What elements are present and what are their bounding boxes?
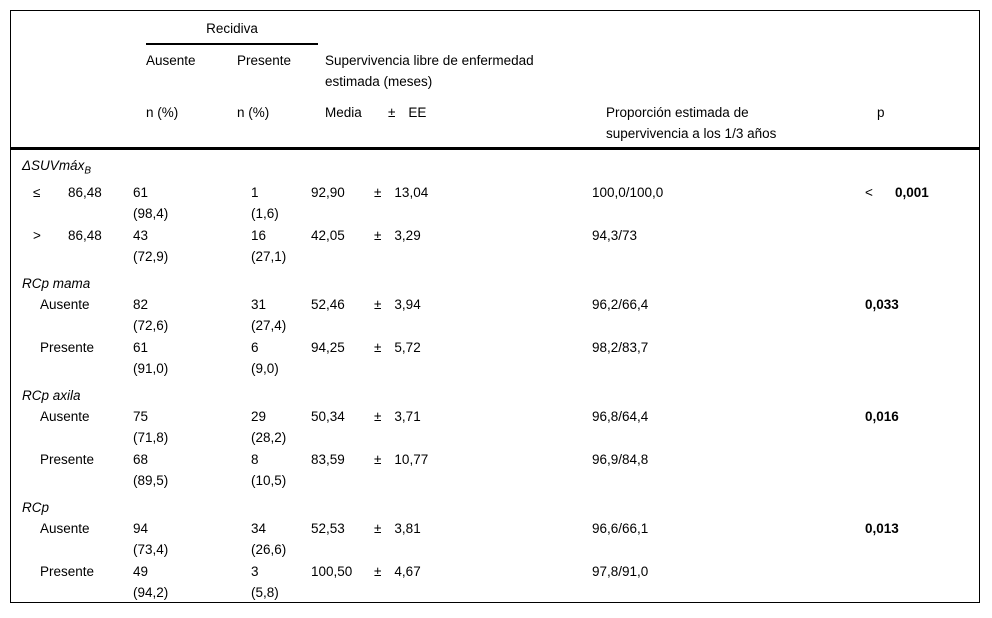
n-ausente-cell: 68 (89,5) <box>133 451 169 488</box>
plus-minus-symbol: ± <box>374 563 382 579</box>
row-label: Ausente <box>40 520 90 536</box>
n-presente-cell: 6 (9,0) <box>251 339 279 376</box>
n-presente-cell: 8 (10,5) <box>251 451 287 488</box>
row-label: Presente <box>40 339 95 355</box>
section-label-rcp-mama: RCp mama <box>22 275 91 291</box>
column-header-ausente: Ausente <box>146 53 196 68</box>
table-row <box>0 518 992 561</box>
table-row <box>0 294 992 337</box>
n-ausente-cell: 61 (98,4) <box>133 184 169 221</box>
column-header-presente: Presente <box>237 53 292 68</box>
proporcion-cell: 96,6/66,1 <box>592 520 649 536</box>
less-than-sign: < <box>865 184 873 200</box>
table-row <box>0 337 992 380</box>
p-value-cell: 0,016 <box>865 408 899 424</box>
proporcion-cell: 96,2/66,4 <box>592 296 649 312</box>
table-row <box>0 406 992 449</box>
row-label: Presente <box>40 563 95 579</box>
media-ee-cell: 50,34 ± 3,71 <box>311 408 421 424</box>
plus-minus-symbol: ± <box>374 296 382 312</box>
proporcion-cell: 96,8/64,4 <box>592 408 649 424</box>
p-value-cell: 0,013 <box>865 520 899 536</box>
n-ausente-cell: 82 (72,6) <box>133 296 169 333</box>
n-presente-cell: 29 (28,2) <box>251 408 287 445</box>
n-presente-cell: 3 (5,8) <box>251 563 279 600</box>
proporcion-cell: 98,2/83,7 <box>592 339 649 355</box>
media-ee-cell: 52,53 ± 3,81 <box>311 520 421 536</box>
n-ausente-cell: 75 (71,8) <box>133 408 169 445</box>
p-value-cell: < 0,001 <box>865 182 929 225</box>
plus-minus-symbol: ± <box>374 520 382 536</box>
n-ausente-cell: 49 (94,2) <box>133 563 169 600</box>
section-label-rcp-axila: RCp axila <box>22 387 81 403</box>
column-header-n-pct-presente: n (%) <box>237 105 270 120</box>
column-header-proporcion: Proporción estimada de supervivencia a los 1/3 años <box>606 105 777 141</box>
table-row <box>0 561 992 604</box>
media-ee-cell: 42,05 ± 3,29 <box>311 227 421 243</box>
recidiva-label: Recidiva <box>206 21 258 36</box>
plus-minus-symbol: ± <box>374 408 382 424</box>
table-body <box>0 150 992 604</box>
row-label: ≤ 86,48 <box>0 182 133 225</box>
media-ee-cell: 94,25 ± 5,72 <box>311 339 421 355</box>
row-label: Ausente <box>40 408 90 424</box>
row-label: Ausente <box>40 296 90 312</box>
column-header-p: p <box>877 105 885 120</box>
n-presente-cell: 16 (27,1) <box>251 227 287 264</box>
media-label: Media <box>325 105 362 120</box>
n-presente-cell: 31 (27,4) <box>251 296 287 333</box>
row-label: Presente <box>40 451 95 467</box>
operator: > <box>33 227 41 243</box>
plus-minus-symbol: ± <box>374 227 382 243</box>
p-value-cell: 0,033 <box>865 296 899 312</box>
column-header-media-ee <box>325 102 426 123</box>
table-row <box>0 182 992 225</box>
table-row <box>0 225 992 268</box>
table-row <box>0 449 992 492</box>
column-header-supervivencia: Supervivencia libre de enfermedad estimada (meses) <box>325 53 534 89</box>
n-ausente-cell: 61 (91,0) <box>133 339 169 376</box>
n-ausente-cell: 43 (72,9) <box>133 227 169 264</box>
media-ee-cell: 100,50 ± 4,67 <box>311 563 421 579</box>
n-presente-cell: 34 (26,6) <box>251 520 287 557</box>
operator: ≤ <box>33 184 41 200</box>
ee-label: EE <box>408 105 427 120</box>
n-presente-cell: 1 (1,6) <box>251 184 279 221</box>
media-ee-cell: 83,59 ± 10,77 <box>311 451 429 467</box>
section-label-dsuvmax: ΔSUVmáx$_B$ <box>22 158 91 177</box>
proporcion-cell: 94,3/73 <box>592 227 638 243</box>
media-ee-cell: 92,90 ± 13,04 <box>311 184 429 200</box>
plus-minus-symbol: ± <box>388 105 396 120</box>
proporcion-cell: 96,9/84,8 <box>592 451 649 467</box>
plus-minus-symbol: ± <box>374 184 382 200</box>
n-ausente-cell: 94 (73,4) <box>133 520 169 557</box>
recidiva-spanner-header <box>146 21 318 45</box>
plus-minus-symbol: ± <box>374 339 382 355</box>
plus-minus-symbol: ± <box>374 451 382 467</box>
column-header-n-pct-ausente: n (%) <box>146 105 179 120</box>
proporcion-cell: 100,0/100,0 <box>592 184 664 200</box>
media-ee-cell: 52,46 ± 3,94 <box>311 296 421 312</box>
proporcion-cell: 97,8/91,0 <box>592 563 649 579</box>
section-label-rcp: RCp <box>22 499 50 515</box>
row-label: > 86,48 <box>0 225 133 268</box>
